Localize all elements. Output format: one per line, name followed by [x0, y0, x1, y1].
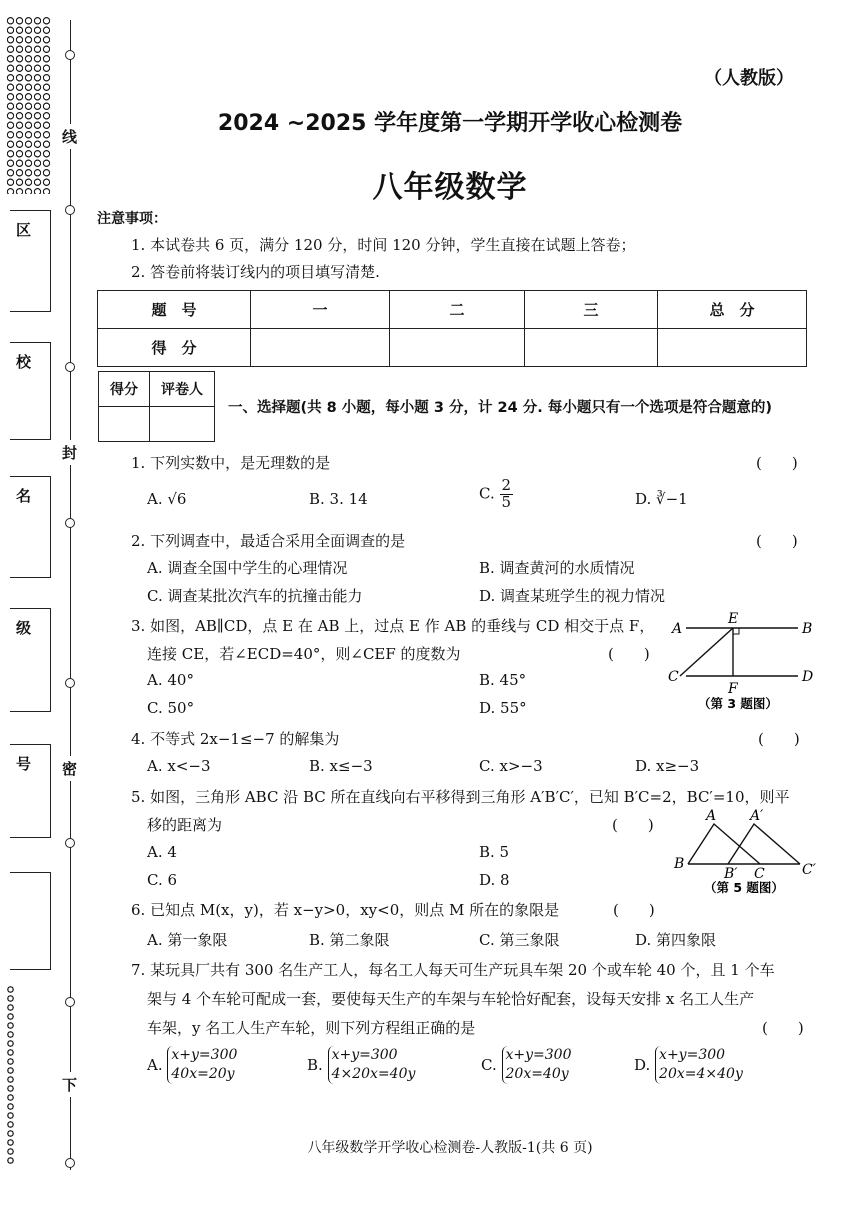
point-label: C — [754, 866, 765, 882]
numerator: 2 — [501, 476, 512, 494]
option-d: D. 第四象限 — [635, 931, 717, 949]
binding-label: 封 — [62, 440, 77, 465]
binding-label: 线 — [62, 124, 77, 149]
question-stem: 7. 某玩具厂共有 300 名生产工人，每名工人每天可生产玩具车架 20 个或车轮 40 个，且 1 个车 — [131, 961, 775, 979]
equation: 40x=20y — [171, 1065, 235, 1082]
field-label: 名 — [16, 487, 32, 505]
notice-item: 1. 本试卷共 6 页，满分 120 分，时间 120 分钟，学生直接在试题上答卷； — [131, 236, 636, 254]
section-title: 一、选择题(共 8 小题，每小题 3 分，计 24 分. 每小题只有一个选项是符合题意的) — [228, 400, 772, 416]
option-d: D. 8 — [479, 871, 510, 889]
point-label: E — [728, 612, 739, 627]
equation-system — [167, 1046, 237, 1084]
grader-table — [98, 371, 215, 442]
figure-q5 — [672, 806, 832, 898]
question-stem: 4. 不等式 2x−1≤−7 的解集为 — [131, 730, 340, 748]
field-label: 校 — [16, 353, 32, 371]
field-label: 区 — [16, 221, 32, 239]
question-stem: 6. 已知点 M(x，y)，若 x−y>0，xy<0，则点 M 所在的象限是 — [131, 901, 560, 919]
option-d: D. 调查某班学生的视力情况 — [479, 587, 666, 605]
segment-ce — [680, 628, 733, 676]
edition-label: （人教版） — [704, 68, 794, 89]
answer-paren[interactable]: ( ) — [756, 532, 798, 550]
score-cell[interactable] — [390, 329, 525, 367]
option-label: D. — [634, 1055, 651, 1074]
option-c — [479, 478, 513, 511]
triangle-abc-prime — [728, 824, 800, 864]
point-label: B — [674, 856, 685, 872]
field-box-school[interactable] — [10, 342, 51, 440]
point-label: D — [802, 669, 814, 685]
score-table — [97, 290, 807, 367]
binding-circle — [65, 678, 75, 688]
option-c: C. 第三象限 — [479, 931, 560, 949]
point-label: C′ — [802, 862, 816, 878]
answer-paren[interactable]: ( ) — [758, 730, 800, 748]
option-b: B. 调查黄河的水质情况 — [479, 559, 635, 577]
option-d: D. ∛−1 — [635, 490, 688, 508]
right-angle-mark — [733, 628, 739, 634]
equation: x+y=300 — [331, 1047, 398, 1063]
binding-circle — [65, 838, 75, 848]
binding-label: 密 — [62, 756, 77, 781]
option-label: B. — [307, 1055, 323, 1074]
binding-circle — [65, 362, 75, 372]
score-cell[interactable] — [658, 329, 807, 367]
field-box-blank[interactable] — [10, 872, 51, 970]
equation-system — [655, 1046, 743, 1084]
option-d: D. x≥−3 — [635, 757, 700, 775]
equation: x+y=300 — [659, 1047, 726, 1063]
field-box-class[interactable] — [10, 608, 51, 712]
option-d: D. 55° — [479, 699, 527, 717]
binding-circle — [65, 205, 75, 215]
option-a: A. x<−3 — [147, 757, 211, 775]
field-box-name[interactable] — [10, 476, 51, 578]
triangle-abc — [688, 824, 760, 864]
question-stem: 架与 4 个车轮可配成一套，要使每天生产的车架与车轮恰好配套，设每天安排 x 名工人生产 — [147, 990, 755, 1008]
grader-header: 得分 — [99, 372, 150, 407]
equation: 20x=4×40y — [659, 1065, 743, 1082]
answer-paren[interactable]: ( ) — [756, 454, 798, 472]
option-d — [634, 1046, 743, 1084]
grader-score-cell[interactable] — [99, 407, 150, 442]
option-label: C. — [481, 1055, 497, 1074]
score-cell[interactable] — [251, 329, 390, 367]
field-box-number[interactable] — [10, 744, 51, 838]
answer-paren[interactable]: ( ) — [762, 1019, 804, 1037]
answer-paren[interactable]: ( ) — [613, 901, 655, 919]
question-stem: 2. 下列调查中，最适合采用全面调查的是 — [131, 532, 406, 550]
option-c: C. 调查某批次汽车的抗撞击能力 — [147, 587, 363, 605]
field-label: 号 — [16, 755, 32, 773]
option-b: B. 5 — [479, 843, 510, 861]
question-stem: 5. 如图，三角形 ABC 沿 BC 所在直线向右平移得到三角形 A′B′C′，已知 B′C=2，BC′=10，则平 — [131, 788, 790, 806]
point-label: B′ — [724, 866, 738, 882]
option-a: A. 40° — [147, 671, 194, 689]
equation: x+y=300 — [505, 1047, 572, 1063]
binding-circle — [65, 997, 75, 1007]
option-b — [307, 1046, 415, 1084]
option-b: B. 3. 14 — [309, 490, 368, 508]
field-box-district[interactable] — [10, 210, 51, 312]
notice-heading: 注意事项： — [97, 211, 167, 227]
question-stem: 1. 下列实数中，是无理数的是 — [131, 454, 331, 472]
option-c: C. 6 — [147, 871, 178, 889]
notice-item: 2. 答卷前将装订线内的项目填写清楚. — [131, 263, 380, 281]
point-label: A — [672, 621, 683, 637]
question-stem: 3. 如图，AB∥CD，点 E 在 AB 上，过点 E 作 AB 的垂线与 CD 相交于点 F， — [131, 617, 655, 635]
figure-caption: （第 5 题图） — [704, 880, 784, 895]
score-header-cell: 总 分 — [658, 291, 807, 329]
figure-q3 — [666, 612, 826, 720]
option-c: C. x>−3 — [479, 757, 543, 775]
binding-circle — [65, 50, 75, 60]
score-cell[interactable] — [525, 329, 658, 367]
point-label: A′ — [750, 808, 764, 824]
option-b: B. 第二象限 — [309, 931, 390, 949]
answer-paren[interactable]: ( ) — [608, 645, 650, 663]
point-label: F — [728, 681, 738, 697]
equation: 4×20x=40y — [331, 1065, 416, 1082]
option-b: B. 45° — [479, 671, 527, 689]
option-a — [147, 1046, 237, 1084]
exam-title: 2024 ~2025 学年度第一学期开学收心检测卷 — [217, 111, 683, 136]
score-header-cell: 题 号 — [98, 291, 251, 329]
option-a: A. 第一象限 — [147, 931, 228, 949]
option-a: A. 4 — [147, 843, 177, 861]
answer-paren[interactable]: ( ) — [612, 816, 654, 834]
grader-header: 评卷人 — [150, 372, 215, 407]
point-label: C — [668, 669, 679, 685]
option-c — [481, 1046, 572, 1084]
option-a: A. √6 — [147, 490, 187, 508]
point-label: A — [706, 808, 717, 824]
score-header-cell: 二 — [390, 291, 525, 329]
score-row-label: 得 分 — [98, 329, 251, 367]
field-label: 级 — [16, 619, 32, 637]
equation: x+y=300 — [171, 1047, 238, 1063]
point-label: B — [802, 621, 813, 637]
binding-circle — [65, 1158, 75, 1168]
equation-system — [328, 1046, 416, 1084]
score-header-cell: 三 — [525, 291, 658, 329]
option-label: C. — [479, 484, 495, 503]
page-footer: 八年级数学开学收心检测卷-人教版-1(共 6 页) — [307, 1140, 593, 1156]
equation: 20x=40y — [505, 1065, 569, 1082]
subject-title: 八年级数学 — [372, 170, 528, 205]
option-label: A. — [147, 1055, 163, 1074]
fraction — [500, 478, 514, 511]
option-b: B. x≤−3 — [309, 757, 373, 775]
score-header-cell: 一 — [251, 291, 390, 329]
question-stem: 移的距离为 — [147, 816, 223, 834]
binding-label: 下 — [62, 1072, 77, 1097]
binding-circle — [65, 518, 75, 528]
question-stem: 车架，y 名工人生产车轮，则下列方程组正确的是 — [147, 1019, 476, 1037]
option-c: C. 50° — [147, 699, 195, 717]
equation-system — [502, 1046, 572, 1084]
figure-caption: （第 3 题图） — [698, 696, 778, 711]
denominator: 5 — [501, 492, 512, 511]
question-stem: 连接 CE，若∠ECD=40°，则∠CEF 的度数为 — [147, 645, 461, 663]
grader-name-cell[interactable] — [150, 407, 215, 442]
option-a: A. 调查全国中学生的心理情况 — [147, 559, 348, 577]
